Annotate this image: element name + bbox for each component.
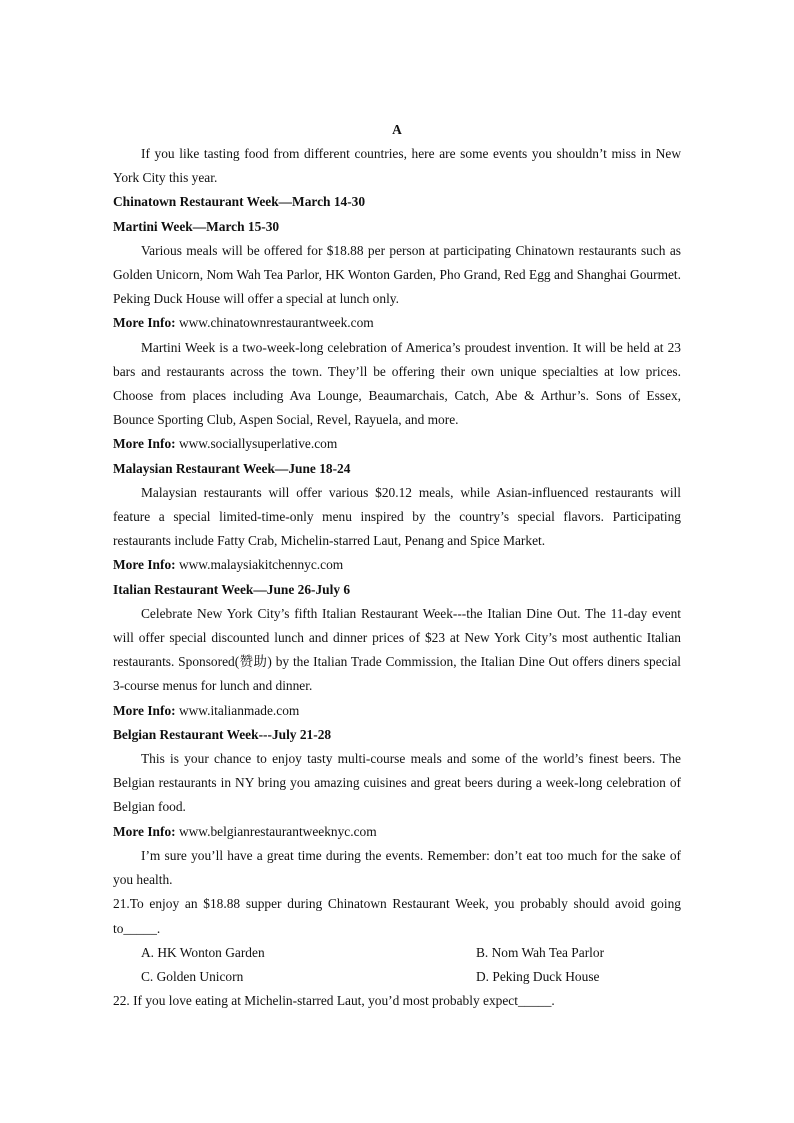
event-paragraph-malaysian: Malaysian restaurants will offer various $20.12 meals, while Asian-influenced restaurants will feature a special limited-time-only menu inspired by the country’s special flavors. Participating restaurants include Fatty Crab, Michelin-starred Laut, Penang and Spice Market. <box>113 484 681 549</box>
option-d: D. Peking Duck House <box>476 968 600 984</box>
more-info-label: More Info: <box>113 315 176 331</box>
option-b: B. Nom Wah Tea Parlor <box>476 944 605 960</box>
question-21-options <box>113 941 681 989</box>
event-paragraph-belgian: This is your chance to enjoy tasty multi-course meals and some of the world’s finest beers. The Belgian restaurants in NY bring you amazing cuisines and great beers during a week-long celebration of Belgian food. <box>113 751 681 815</box>
more-info-label: More Info: <box>113 436 176 452</box>
option-a: A. HK Wonton Garden <box>141 944 265 960</box>
more-info-line <box>113 699 681 723</box>
more-info-url: www.malaysiakitchennyc.com <box>178 557 344 573</box>
option-c: C. Golden Unicorn <box>141 968 244 984</box>
question-21-stem: 21.To enjoy an $18.88 supper during Chinatown Restaurant Week, you probably should avoid going to_____. <box>113 896 681 936</box>
more-info-label: More Info: <box>113 702 176 718</box>
event-paragraph-italian: Celebrate New York City’s fifth Italian Restaurant Week---the Italian Dine Out. The 11-day event will offer special discounted lunch and dinner prices of $23 at New York City’s most authentic Italian restaurants. Sponsored(赞助) by the Italian Trade Commission, the Italian Dine Out offers diners special 3-course menus for lunch and dinner. <box>113 605 681 694</box>
more-info-label: More Info: <box>113 823 176 839</box>
more-info-url: www.belgianrestaurantweeknyc.com <box>178 823 377 839</box>
event-heading-italian: Italian Restaurant Week—June 26-July 6 <box>113 581 351 597</box>
event-paragraph-martini: Martini Week is a two-week-long celebration of America’s proudest invention. It will be held at 23 bars and restaurants across the town. They’ll be offering their own unique specialties at low prices. Choose from places including Ava Lounge, Beaumarchais, Catch, Abe & Arthur’s. Sons of Essex, Bounce Sporting Club, Aspen Social, Revel, Rayuela, and more. <box>113 339 681 428</box>
event-heading-malaysian: Malaysian Restaurant Week—June 18-24 <box>113 460 351 476</box>
more-info-label: More Info: <box>113 557 176 573</box>
more-info-line <box>113 820 681 844</box>
event-paragraph-chinatown: Various meals will be offered for $18.88 per person at participating Chinatown restaurants such as Golden Unicorn, Nom Wah Tea Parlor, HK Wonton Garden, Pho Grand, Red Egg and Shanghai Gourmet. Peking Duck House will offer a special at lunch only. <box>113 242 681 307</box>
event-heading-martini: Martini Week—March 15-30 <box>113 218 280 234</box>
closing-paragraph: I’m sure you’ll have a great time during the events. Remember: don’t eat too much for the sake of you health. <box>113 847 681 888</box>
reading-passage <box>113 118 681 1013</box>
event-heading-chinatown: Chinatown Restaurant Week—March 14-30 <box>113 194 366 210</box>
section-title: A <box>392 122 402 137</box>
more-info-url: www.sociallysuperlative.com <box>178 436 338 452</box>
more-info-line <box>113 553 681 577</box>
intro-paragraph: If you like tasting food from different countries, here are some events you shouldn’t miss in New York City this year. <box>113 146 681 186</box>
event-heading-belgian: Belgian Restaurant Week---July 21-28 <box>113 726 332 742</box>
more-info-line <box>113 432 681 456</box>
more-info-line <box>113 311 681 335</box>
question-22-stem: 22. If you love eating at Michelin-starred Laut, you’d most probably expect_____. <box>113 993 555 1009</box>
more-info-url: www.italianmade.com <box>178 702 300 718</box>
more-info-url: www.chinatownrestaurantweek.com <box>178 315 374 331</box>
